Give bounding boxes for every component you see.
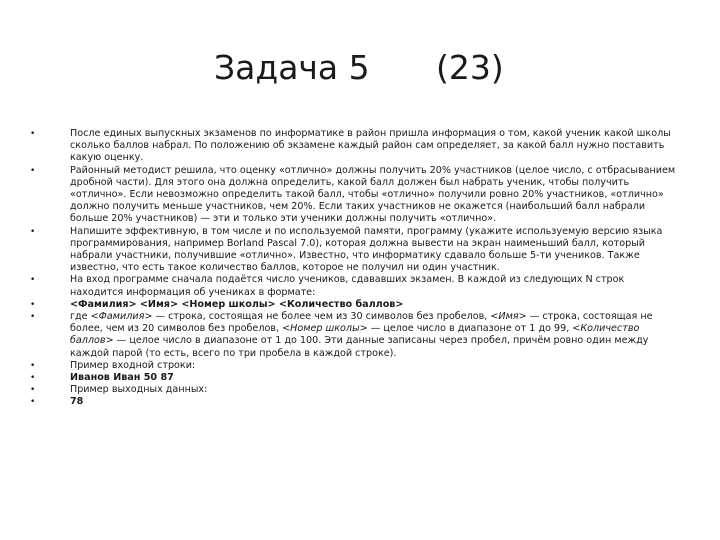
bullet-text: Иванов Иван 50 87 — [70, 372, 174, 384]
bullet-text: После единых выпускных экзаменов по информатике в район пришла информация о том, какой ученик какой школы сколько баллов набрал. По положению об экзамене каждый район сам определяет, за какой балл нужно поставить какую оценку. — [70, 128, 671, 164]
bullet-text: Районный методист решила, что оценку «отлично» должны получить 20% участников (целое число, с отбрасыванием дробной части). Для этого она должна определить, какой балл должен был набрать ученик, чтобы получить «отлично». Если невозможно определить такой балл, чтобы «отлично» получили ровно 20% участников, «отлично» должно получить меньше участников, чем 20%. Если таких участников не окажется (наибольший балл набрали больше 20% участников) — эти и только эти ученики должны получить «отлично». — [70, 164, 676, 225]
task-bullet-list — [20, 128, 680, 409]
field-name-school: Номер школы — [290, 323, 360, 335]
bullet-program-task — [20, 226, 680, 275]
bullet-text — [70, 311, 653, 359]
text-fragment: где < — [70, 311, 99, 323]
bullet-icon: • — [30, 165, 36, 176]
bullet-input-example-label — [20, 360, 680, 372]
text-fragment: > — целое число в диапазоне от 1 до 100. Эти данные записаны через пробел, причём ровно один между каждой парой (то есть, всего по три пробела в каждой строке). — [70, 335, 649, 359]
text-fragment: > — строка, состоящая не более чем из 30 символов без пробелов, < — [144, 311, 499, 323]
bullet-text: Напишите эффективную, в том числе и по используемой памяти, программу (укажите используемую версию языка программирования, например Borland Pascal 7.0), которая должна вывести на экран наименьший балл, который набрали участники, получившие «отлично». Известно, что информатику сдавало больше 5-ти учеников. Также известно, что есть такое количество баллов, которое не получил ни один участник. — [70, 225, 663, 274]
bullet-text: Пример входной строки: — [70, 359, 196, 371]
bullet-text: 78 — [70, 396, 84, 408]
text-fragment: > — целое число в диапазоне от 1 до 99, < — [359, 323, 581, 335]
field-name-surname: Фамилия — [98, 311, 145, 323]
task-number: (23) — [436, 48, 504, 87]
field-name-score: Количество баллов — [70, 323, 640, 347]
bullet-input-example — [20, 372, 680, 384]
text-fragment: > — строка, состоящая не более, чем из 20 символов без пробелов, < — [70, 311, 653, 335]
bullet-icon: • — [30, 385, 36, 396]
bullet-icon: • — [30, 360, 36, 371]
bullet-input-format — [20, 299, 680, 311]
bullet-icon: • — [30, 397, 36, 408]
task-title: Задача 5 — [214, 48, 370, 87]
bullet-field-definitions — [20, 311, 680, 360]
bullet-text: <Фамилия> <Имя> <Номер школы> <Количество баллов> — [70, 298, 404, 310]
bullet-icon: • — [30, 275, 36, 286]
bullet-icon: • — [30, 226, 36, 237]
bullet-icon: • — [30, 312, 36, 323]
bullet-icon: • — [30, 129, 36, 139]
bullet-text: На вход программе сначала подаётся число учеников, сдававших экзамен. В каждой из следующих N строк находится информация об учениках в формате: — [70, 274, 625, 298]
bullet-output-example — [20, 396, 680, 408]
bullet-icon: • — [30, 299, 36, 310]
bullet-text: Пример выходных данных: — [70, 384, 208, 396]
slide-title — [0, 48, 720, 96]
bullet-methodist — [20, 165, 680, 226]
bullet-input-description — [20, 274, 680, 298]
field-name-firstname: Имя — [498, 311, 519, 323]
bullet-intro — [20, 128, 680, 165]
bullet-output-example-label — [20, 384, 680, 396]
bullet-icon: • — [30, 373, 36, 384]
